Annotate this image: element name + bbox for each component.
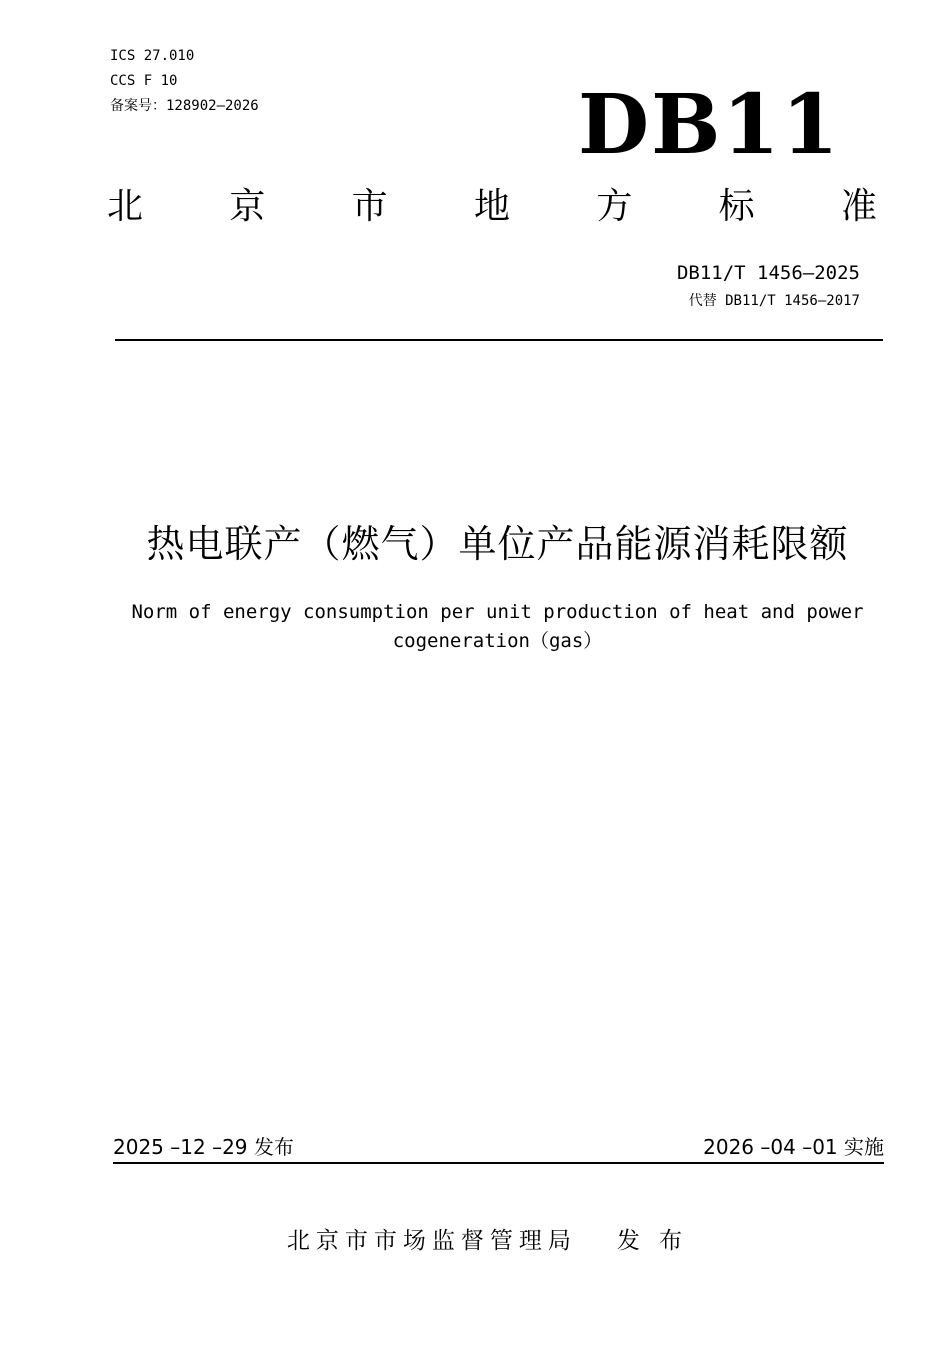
standard-type-char: 京 <box>229 186 266 227</box>
ics-code: ICS 27.010 <box>110 48 195 64</box>
header-meta <box>110 44 259 119</box>
standard-number: DB11/T 1456—2025 <box>676 262 860 284</box>
standard-type-char: 北 <box>107 186 144 227</box>
standard-type-char: 准 <box>840 186 877 227</box>
title-en-line: Norm of energy consumption per unit production of heat and power <box>131 601 864 623</box>
db11-logo: DB11 <box>578 77 841 173</box>
title-en-line: cogeneration（gas） <box>392 630 603 652</box>
ccs-code: CCS F 10 <box>110 73 178 89</box>
standard-type-char: 标 <box>718 186 755 227</box>
standard-type-char: 方 <box>596 186 633 227</box>
header-divider <box>115 339 883 341</box>
replaces-note: 代替 DB11/T 1456—2017 <box>688 293 860 309</box>
publisher-name: 北京市市场监督管理局 <box>286 1228 577 1254</box>
footer-divider <box>113 1162 884 1164</box>
document-title-en <box>120 598 875 656</box>
standard-type-char: 市 <box>351 186 388 227</box>
publisher-line <box>0 1225 950 1257</box>
issue-date: 2025 –12 –29 发布 <box>113 1135 294 1159</box>
standard-type-heading <box>107 185 877 229</box>
standard-type-char: 地 <box>473 186 510 227</box>
publish-word: 发 布 <box>616 1228 689 1254</box>
filing-number: 备案号：128902—2026 <box>110 98 259 114</box>
document-title-zh: 热电联产（燃气）单位产品能源消耗限额 <box>146 522 849 566</box>
effective-date: 2026 –04 –01 实施 <box>703 1135 884 1159</box>
